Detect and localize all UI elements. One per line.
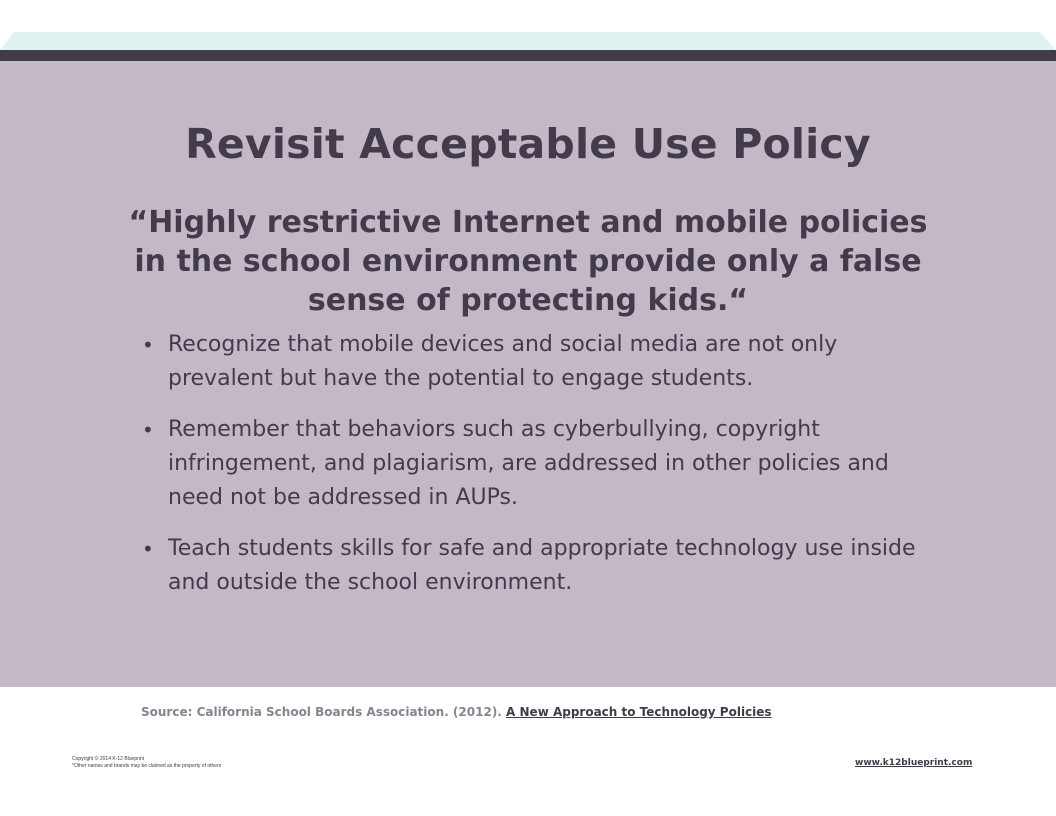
slide-title: Revisit Acceptable Use Policy [185, 120, 871, 168]
bullet-icon: • [142, 418, 154, 442]
top-accent-band [0, 32, 1056, 50]
bullet-item [140, 328, 940, 396]
slide-quote: “Highly restrictive Internet and mobile policies in the school environment provide only a false sense of protecting kids.“ [128, 205, 928, 318]
bullet-item [140, 413, 940, 515]
bullet-icon: • [142, 333, 154, 357]
bullet-item [140, 532, 940, 600]
bullet-list [140, 328, 940, 617]
source-prefix: Source: California School Boards Association. (2012). [141, 705, 502, 719]
source-citation [141, 705, 772, 719]
header-divider-bar [0, 50, 1056, 61]
source-link[interactable]: A New Approach to Technology Policies [506, 705, 772, 719]
bullet-text: Remember that behaviors such as cyberbullying, copyright infringement, and plagiarism, are addressed in other policies and need not be addressed in AUPs. [168, 417, 889, 510]
trademark-line: *Other names and brands may be claimed as the property of others [72, 763, 222, 769]
bullet-icon: • [142, 537, 154, 561]
bullet-text: Teach students skills for safe and appropriate technology use inside and outside the school environment. [168, 536, 916, 595]
website-link[interactable]: www.k12blueprint.com [855, 758, 973, 768]
copyright-notice [72, 756, 221, 770]
copyright-line: Copyright © 2014 K-12 Blueprint [72, 756, 145, 762]
bullet-text: Recognize that mobile devices and social media are not only prevalent but have the potential to engage students. [168, 332, 838, 391]
